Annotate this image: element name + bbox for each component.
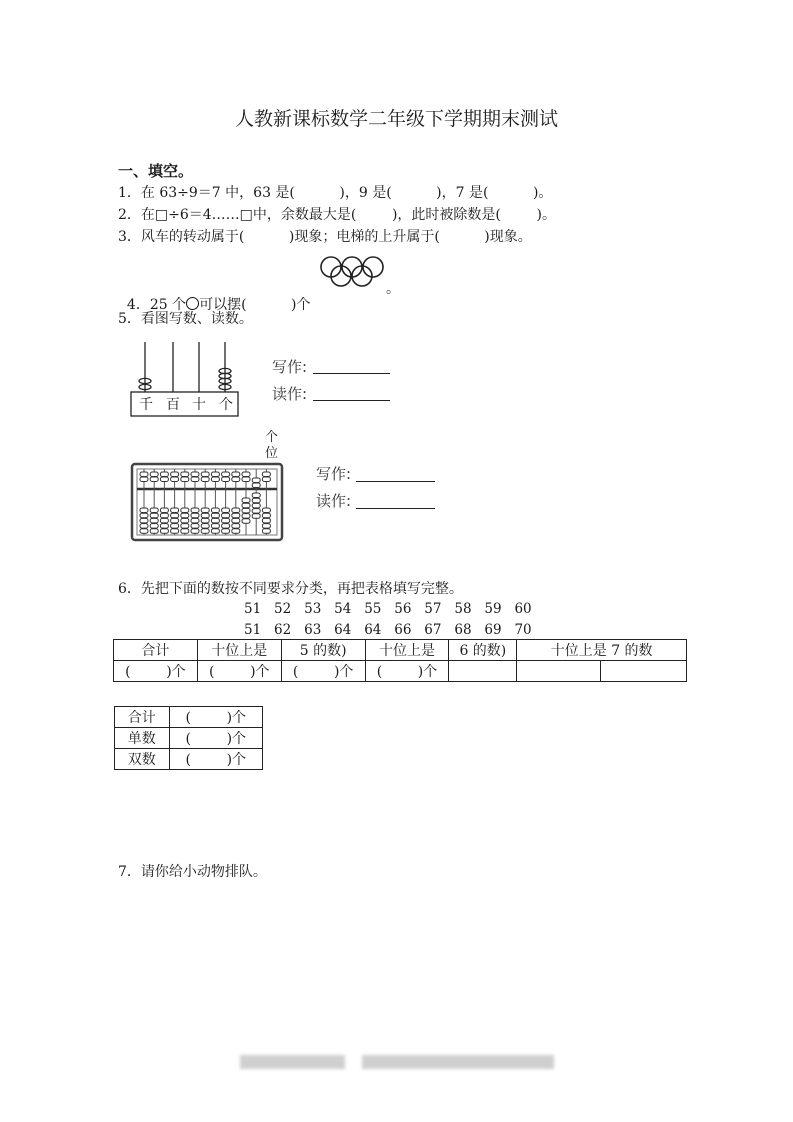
footer-watermark — [240, 1055, 345, 1069]
section-heading-fill-blank: 一、填空。 — [118, 162, 194, 180]
read-answer-line-1[interactable] — [313, 388, 390, 401]
abacus-bead — [242, 508, 250, 513]
abacus-bead — [181, 518, 189, 523]
abacus-bead — [181, 529, 189, 534]
abacus-bead — [150, 472, 158, 477]
table-cell[interactable] — [517, 661, 601, 682]
abacus-bead — [150, 518, 158, 523]
abacus-bead — [181, 524, 189, 529]
abacus-bead — [171, 529, 179, 534]
abacus-bead — [262, 477, 270, 482]
abacus-bead — [242, 503, 250, 508]
abacus-bead — [160, 513, 168, 518]
abacus-bead — [222, 508, 230, 513]
footer-watermark — [362, 1055, 554, 1069]
read-answer-line-2[interactable] — [356, 496, 435, 509]
abacus-bead — [201, 513, 209, 518]
abacus-bead — [201, 524, 209, 529]
abacus-bead — [232, 518, 240, 523]
abacus-bead — [201, 477, 209, 482]
table-cell[interactable]: ( )个 — [281, 661, 365, 682]
place-label-ones: 个 — [219, 397, 233, 413]
ones-place-label: 个位 — [265, 430, 279, 461]
table-cell[interactable] — [449, 661, 517, 682]
table-cell[interactable]: ( )个 — [169, 749, 262, 770]
abacus-bead — [191, 477, 199, 482]
abacus-bead — [171, 472, 179, 477]
abacus-bead — [191, 529, 199, 534]
abacus-bead — [222, 477, 230, 482]
abacus-bead — [262, 524, 270, 529]
table-header-row — [114, 640, 687, 661]
table-row — [115, 707, 263, 728]
table-cell[interactable]: ( )个 — [197, 661, 281, 682]
question-1: 1．在 63÷9＝7 中，63 是( )，9 是( )，7 是( )。 — [118, 185, 553, 201]
table-cell: 十位上是 — [365, 640, 449, 661]
abacus-bead — [252, 493, 260, 498]
abacus-bead — [211, 477, 219, 482]
abacus-bead — [160, 529, 168, 534]
table-cell: 双数 — [115, 749, 170, 770]
abacus-bead — [262, 472, 270, 477]
odd-even-table — [114, 706, 263, 770]
olympic-rings-icon — [318, 254, 386, 288]
abacus-bead — [150, 477, 158, 482]
abacus-bead — [140, 472, 148, 477]
abacus-bead — [201, 508, 209, 513]
abacus-bead — [191, 513, 199, 518]
table-cell: 十位上是 7 的数 — [517, 640, 687, 661]
abacus-bead — [262, 508, 270, 513]
place-label-tens: 十 — [192, 397, 206, 413]
abacus-bead — [171, 518, 179, 523]
abacus-bead — [262, 513, 270, 518]
abacus-bead — [222, 518, 230, 523]
abacus-bead — [160, 472, 168, 477]
write-label-2: 写作: — [316, 465, 352, 483]
abacus-bead — [140, 518, 148, 523]
abacus-bead — [171, 477, 179, 482]
abacus-bead — [211, 513, 219, 518]
abacus-bead — [222, 524, 230, 529]
abacus-bead — [191, 472, 199, 477]
write-answer-line-2[interactable] — [356, 469, 435, 482]
abacus-bead — [211, 529, 219, 534]
abacus-bead — [181, 513, 189, 518]
abacus-bead — [160, 508, 168, 513]
abacus-bead — [252, 483, 260, 488]
abacus-bead — [242, 498, 250, 503]
write-answer-line-1[interactable] — [313, 361, 390, 374]
abacus-bead — [252, 498, 260, 503]
abacus-bead — [171, 508, 179, 513]
number-list-row-2: 51 62 63 64 64 66 67 68 69 70 — [244, 622, 532, 638]
table-cell: 合计 — [114, 640, 198, 661]
abacus-bead — [252, 509, 260, 513]
abacus-bead — [171, 524, 179, 529]
question-6: 6．先把下面的数按不同要求分类，再把表格填写完整。 — [118, 581, 463, 597]
abacus-bead — [242, 519, 250, 524]
table-cell: 合计 — [115, 707, 170, 728]
question-4-suffix: 可以摆( )个 — [199, 297, 311, 313]
write-label-1: 写作: — [272, 358, 308, 376]
abacus-bead — [211, 472, 219, 477]
abacus-bead — [140, 513, 148, 518]
place-label-thousands: 千 — [139, 397, 153, 413]
abacus-bead — [140, 508, 148, 513]
abacus-bead — [262, 518, 270, 523]
question-4-prefix: 4．25 个 — [126, 297, 187, 313]
abacus-bead — [160, 524, 168, 529]
abacus-bead — [232, 472, 240, 477]
table-row — [115, 728, 263, 749]
table-row — [114, 661, 687, 682]
abacus-diagram — [130, 462, 286, 542]
question-5: 5．看图写数、读数。 — [118, 311, 253, 327]
classification-table — [113, 639, 687, 682]
abacus-bead — [232, 508, 240, 513]
abacus-bead — [252, 478, 260, 483]
page-title: 人教新课标数学二年级下学期期末测试 — [234, 108, 558, 130]
abacus-bead — [252, 514, 260, 519]
abacus-bead — [150, 513, 158, 518]
table-cell[interactable]: ( )个 — [114, 661, 198, 682]
abacus-bead — [150, 508, 158, 513]
abacus-bead — [181, 472, 189, 477]
abacus-bead — [171, 513, 179, 518]
read-label-1: 读作: — [272, 385, 308, 403]
abacus-bead — [232, 477, 240, 482]
abacus-bead — [160, 477, 168, 482]
abacus-bead — [222, 529, 230, 534]
abacus-bead — [181, 508, 189, 513]
abacus-bead — [211, 524, 219, 529]
abacus-bead — [140, 524, 148, 529]
abacus-bead — [201, 518, 209, 523]
table-cell: 5 的数) — [281, 640, 365, 661]
table-row — [115, 749, 263, 770]
abacus-bead — [160, 518, 168, 523]
abacus-bead — [211, 518, 219, 523]
abacus-bead — [150, 529, 158, 534]
table-cell[interactable]: ( )个 — [169, 728, 262, 749]
abacus-bead — [232, 513, 240, 518]
table-cell: 单数 — [115, 728, 170, 749]
table-cell[interactable]: ( )个 — [169, 707, 262, 728]
abacus-bead — [222, 472, 230, 477]
abacus-bead — [262, 529, 270, 534]
abacus-bead — [191, 524, 199, 529]
question-2: 2．在□÷6＝4……□中，余数最大是( )，此时被除数是( )。 — [118, 207, 556, 223]
question-3: 3．风车的转动属于( )现象；电梯的上升属于( )现象。 — [118, 229, 532, 245]
abacus-bead — [140, 529, 148, 534]
abacus-bead — [191, 518, 199, 523]
table-cell: 6 的数) — [449, 640, 517, 661]
read-label-2: 读作: — [316, 492, 352, 510]
abacus-bead — [222, 513, 230, 518]
abacus-bead — [252, 503, 260, 508]
place-label-hundreds: 百 — [166, 397, 180, 413]
table-cell: 十位上是 — [197, 640, 281, 661]
abacus-bead — [242, 472, 250, 477]
abacus-bead — [201, 472, 209, 477]
question-4-end: 。 — [386, 281, 400, 297]
abacus-bead — [181, 477, 189, 482]
abacus-bead — [242, 514, 250, 519]
number-list-row-1: 51 52 53 54 55 56 57 58 59 60 — [244, 601, 532, 617]
table-cell[interactable] — [601, 661, 687, 682]
question-7: 7．请你给小动物排队。 — [118, 864, 267, 880]
abacus-bead — [201, 529, 209, 534]
abacus-bead — [140, 477, 148, 482]
abacus-bead — [232, 529, 240, 534]
abacus-bead — [242, 477, 250, 482]
abacus-bead — [191, 508, 199, 513]
table-cell[interactable]: ( )个 — [365, 661, 449, 682]
abacus-bead — [211, 508, 219, 513]
abacus-bead — [150, 524, 158, 529]
abacus-bead — [232, 524, 240, 529]
